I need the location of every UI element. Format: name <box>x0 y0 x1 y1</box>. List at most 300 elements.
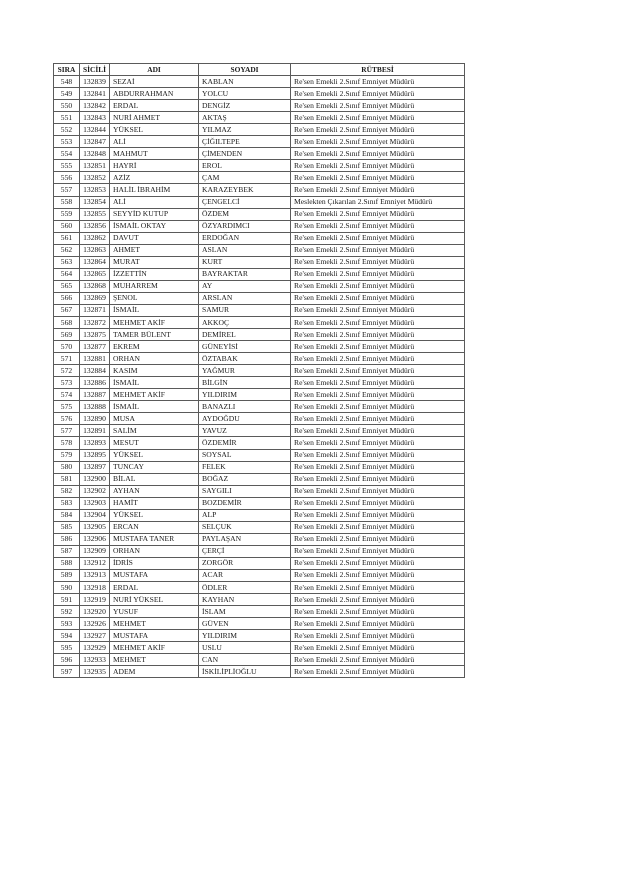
cell-rutbe: Re'sen Emekli 2.Sınıf Emniyet Müdürü <box>291 136 465 148</box>
cell-sicil: 132927 <box>80 630 110 642</box>
cell-soyadi: BOZDEMİR <box>199 497 291 509</box>
cell-sira: 551 <box>54 112 80 124</box>
cell-sicil: 132903 <box>80 497 110 509</box>
cell-sira: 553 <box>54 136 80 148</box>
cell-soyadi: ASLAN <box>199 244 291 256</box>
table-row <box>54 196 465 208</box>
cell-soyadi: AY <box>199 280 291 292</box>
cell-sira: 579 <box>54 449 80 461</box>
cell-sira: 573 <box>54 377 80 389</box>
cell-soyadi: KAYHAN <box>199 594 291 606</box>
table-row <box>54 666 465 678</box>
cell-sira: 555 <box>54 160 80 172</box>
table-row <box>54 76 465 88</box>
cell-rutbe: Re'sen Emekli 2.Sınıf Emniyet Müdürü <box>291 485 465 497</box>
cell-rutbe: Re'sen Emekli 2.Sınıf Emniyet Müdürü <box>291 533 465 545</box>
cell-sicil: 132891 <box>80 425 110 437</box>
cell-soyadi: PAYLAŞAN <box>199 533 291 545</box>
table-row <box>54 365 465 377</box>
cell-rutbe: Re'sen Emekli 2.Sınıf Emniyet Müdürü <box>291 606 465 618</box>
cell-adi: YÜKSEL <box>110 509 199 521</box>
header-adi: ADI <box>110 64 199 76</box>
cell-sira: 595 <box>54 642 80 654</box>
cell-soyadi: İSKİLİPLİOĞLU <box>199 666 291 678</box>
cell-adi: MEHMET AKİF <box>110 642 199 654</box>
cell-rutbe: Re'sen Emekli 2.Sınıf Emniyet Müdürü <box>291 280 465 292</box>
cell-soyadi: ALP <box>199 509 291 521</box>
cell-soyadi: FELEK <box>199 461 291 473</box>
cell-rutbe: Re'sen Emekli 2.Sınıf Emniyet Müdürü <box>291 208 465 220</box>
cell-adi: MUSA <box>110 413 199 425</box>
cell-rutbe: Re'sen Emekli 2.Sınıf Emniyet Müdürü <box>291 642 465 654</box>
cell-rutbe: Re'sen Emekli 2.Sınıf Emniyet Müdürü <box>291 582 465 594</box>
cell-sira: 549 <box>54 88 80 100</box>
cell-sicil: 132852 <box>80 172 110 184</box>
cell-soyadi: YILDIRIM <box>199 389 291 401</box>
cell-sira: 575 <box>54 401 80 413</box>
table-row <box>54 100 465 112</box>
cell-adi: ERCAN <box>110 521 199 533</box>
cell-soyadi: ÇİMENDEN <box>199 148 291 160</box>
cell-adi: İSMAİL OKTAY <box>110 220 199 232</box>
cell-sicil: 132841 <box>80 88 110 100</box>
cell-sira: 559 <box>54 208 80 220</box>
cell-sicil: 132855 <box>80 208 110 220</box>
cell-soyadi: ÖZYARDIMCI <box>199 220 291 232</box>
cell-sira: 572 <box>54 365 80 377</box>
cell-soyadi: BANAZLI <box>199 401 291 413</box>
cell-sira: 594 <box>54 630 80 642</box>
cell-sira: 581 <box>54 473 80 485</box>
table-row <box>54 160 465 172</box>
cell-soyadi: DENGİZ <box>199 100 291 112</box>
cell-soyadi: ÖZTABAK <box>199 353 291 365</box>
table-row <box>54 533 465 545</box>
header-sicil: SİCİLİ <box>80 64 110 76</box>
cell-sicil: 132935 <box>80 666 110 678</box>
cell-sira: 590 <box>54 582 80 594</box>
cell-adi: KASIM <box>110 365 199 377</box>
cell-adi: EKREM <box>110 341 199 353</box>
cell-sicil: 132900 <box>80 473 110 485</box>
cell-soyadi: KURT <box>199 256 291 268</box>
cell-soyadi: KABLAN <box>199 76 291 88</box>
cell-soyadi: ARSLAN <box>199 292 291 304</box>
cell-sira: 589 <box>54 569 80 581</box>
cell-sira: 566 <box>54 292 80 304</box>
cell-rutbe: Re'sen Emekli 2.Sınıf Emniyet Müdürü <box>291 220 465 232</box>
cell-sicil: 132868 <box>80 280 110 292</box>
cell-sicil: 132862 <box>80 232 110 244</box>
cell-rutbe: Re'sen Emekli 2.Sınıf Emniyet Müdürü <box>291 509 465 521</box>
table-row <box>54 232 465 244</box>
table-row <box>54 606 465 618</box>
cell-soyadi: SOYSAL <box>199 449 291 461</box>
cell-sira: 582 <box>54 485 80 497</box>
cell-rutbe: Re'sen Emekli 2.Sınıf Emniyet Müdürü <box>291 353 465 365</box>
cell-rutbe: Re'sen Emekli 2.Sınıf Emniyet Müdürü <box>291 389 465 401</box>
cell-soyadi: BİLGİN <box>199 377 291 389</box>
table-row <box>54 461 465 473</box>
cell-rutbe: Re'sen Emekli 2.Sınıf Emniyet Müdürü <box>291 521 465 533</box>
cell-adi: AYHAN <box>110 485 199 497</box>
cell-adi: İDRİS <box>110 557 199 569</box>
table-row <box>54 304 465 316</box>
cell-soyadi: AKKOÇ <box>199 316 291 328</box>
table-row <box>54 401 465 413</box>
cell-soyadi: YAVUZ <box>199 425 291 437</box>
cell-soyadi: GÜVEN <box>199 618 291 630</box>
cell-rutbe: Re'sen Emekli 2.Sınıf Emniyet Müdürü <box>291 316 465 328</box>
cell-adi: ALİ <box>110 136 199 148</box>
cell-soyadi: ÇERÇİ <box>199 545 291 557</box>
table-row <box>54 497 465 509</box>
cell-sira: 567 <box>54 304 80 316</box>
table-row <box>54 268 465 280</box>
cell-sicil: 132872 <box>80 316 110 328</box>
cell-sira: 563 <box>54 256 80 268</box>
table-row <box>54 136 465 148</box>
cell-adi: HAYRİ <box>110 160 199 172</box>
cell-rutbe: Re'sen Emekli 2.Sınıf Emniyet Müdürü <box>291 437 465 449</box>
table-row <box>54 557 465 569</box>
cell-sicil: 132875 <box>80 329 110 341</box>
cell-soyadi: ACAR <box>199 569 291 581</box>
cell-adi: MUSTAFA <box>110 630 199 642</box>
cell-sira: 564 <box>54 268 80 280</box>
cell-sira: 552 <box>54 124 80 136</box>
table-row <box>54 208 465 220</box>
table-row <box>54 425 465 437</box>
cell-soyadi: BAYRAKTAR <box>199 268 291 280</box>
cell-rutbe: Re'sen Emekli 2.Sınıf Emniyet Müdürü <box>291 401 465 413</box>
cell-sicil: 132864 <box>80 256 110 268</box>
cell-soyadi: YILMAZ <box>199 124 291 136</box>
table-row <box>54 569 465 581</box>
cell-adi: SEZAİ <box>110 76 199 88</box>
cell-sira: 562 <box>54 244 80 256</box>
table-row <box>54 521 465 533</box>
cell-sicil: 132853 <box>80 184 110 196</box>
cell-sicil: 132844 <box>80 124 110 136</box>
table-row <box>54 485 465 497</box>
cell-sira: 550 <box>54 100 80 112</box>
cell-adi: TUNCAY <box>110 461 199 473</box>
cell-soyadi: YOLCU <box>199 88 291 100</box>
cell-adi: İZZETTİN <box>110 268 199 280</box>
cell-sira: 574 <box>54 389 80 401</box>
cell-rutbe: Re'sen Emekli 2.Sınıf Emniyet Müdürü <box>291 497 465 509</box>
cell-sicil: 132842 <box>80 100 110 112</box>
cell-rutbe: Re'sen Emekli 2.Sınıf Emniyet Müdürü <box>291 473 465 485</box>
cell-sira: 576 <box>54 413 80 425</box>
cell-rutbe: Re'sen Emekli 2.Sınıf Emniyet Müdürü <box>291 341 465 353</box>
cell-sira: 560 <box>54 220 80 232</box>
cell-sira: 597 <box>54 666 80 678</box>
cell-sira: 577 <box>54 425 80 437</box>
cell-sicil: 132897 <box>80 461 110 473</box>
cell-soyadi: SELÇUK <box>199 521 291 533</box>
cell-sira: 580 <box>54 461 80 473</box>
cell-soyadi: SAMUR <box>199 304 291 316</box>
table-row <box>54 220 465 232</box>
cell-sicil: 132854 <box>80 196 110 208</box>
cell-soyadi: ÇAM <box>199 172 291 184</box>
cell-adi: MEHMET <box>110 618 199 630</box>
table-row <box>54 172 465 184</box>
cell-soyadi: ÖZDEM <box>199 208 291 220</box>
cell-adi: MUSTAFA <box>110 569 199 581</box>
cell-soyadi: YILDIRIM <box>199 630 291 642</box>
cell-soyadi: ÇİĞILTEPE <box>199 136 291 148</box>
cell-soyadi: ERDOĞAN <box>199 232 291 244</box>
cell-sira: 569 <box>54 329 80 341</box>
table-header-row <box>54 64 465 76</box>
cell-sicil: 132929 <box>80 642 110 654</box>
cell-rutbe: Re'sen Emekli 2.Sınıf Emniyet Müdürü <box>291 413 465 425</box>
cell-sicil: 132906 <box>80 533 110 545</box>
cell-adi: HALİL İBRAHİM <box>110 184 199 196</box>
cell-sicil: 132881 <box>80 353 110 365</box>
cell-sira: 565 <box>54 280 80 292</box>
cell-adi: MEHMET AKİF <box>110 316 199 328</box>
cell-adi: İSMAİL <box>110 401 199 413</box>
cell-sira: 584 <box>54 509 80 521</box>
cell-sicil: 132869 <box>80 292 110 304</box>
cell-sicil: 132856 <box>80 220 110 232</box>
table-row <box>54 594 465 606</box>
cell-sicil: 132904 <box>80 509 110 521</box>
table-row <box>54 316 465 328</box>
cell-sira: 557 <box>54 184 80 196</box>
cell-adi: ADEM <box>110 666 199 678</box>
cell-sira: 556 <box>54 172 80 184</box>
cell-rutbe: Re'sen Emekli 2.Sınıf Emniyet Müdürü <box>291 256 465 268</box>
cell-rutbe: Re'sen Emekli 2.Sınıf Emniyet Müdürü <box>291 365 465 377</box>
cell-sicil: 132920 <box>80 606 110 618</box>
table-row <box>54 124 465 136</box>
cell-rutbe: Re'sen Emekli 2.Sınıf Emniyet Müdürü <box>291 292 465 304</box>
table-row <box>54 642 465 654</box>
cell-sicil: 132902 <box>80 485 110 497</box>
cell-sira: 593 <box>54 618 80 630</box>
cell-adi: MUSTAFA TANER <box>110 533 199 545</box>
cell-sicil: 132847 <box>80 136 110 148</box>
cell-adi: NURİ AHMET <box>110 112 199 124</box>
cell-adi: YÜKSEL <box>110 124 199 136</box>
cell-soyadi: SAYGILI <box>199 485 291 497</box>
cell-rutbe: Re'sen Emekli 2.Sınıf Emniyet Müdürü <box>291 304 465 316</box>
table-row <box>54 618 465 630</box>
cell-sira: 585 <box>54 521 80 533</box>
table-row <box>54 341 465 353</box>
cell-rutbe: Re'sen Emekli 2.Sınıf Emniyet Müdürü <box>291 461 465 473</box>
cell-adi: AZİZ <box>110 172 199 184</box>
cell-sira: 568 <box>54 316 80 328</box>
cell-rutbe: Re'sen Emekli 2.Sınıf Emniyet Müdürü <box>291 425 465 437</box>
cell-rutbe: Re'sen Emekli 2.Sınıf Emniyet Müdürü <box>291 76 465 88</box>
cell-soyadi: EROL <box>199 160 291 172</box>
header-rutbe: RÜTBESİ <box>291 64 465 76</box>
cell-rutbe: Re'sen Emekli 2.Sınıf Emniyet Müdürü <box>291 377 465 389</box>
cell-sicil: 132909 <box>80 545 110 557</box>
table-row <box>54 582 465 594</box>
cell-soyadi: CAN <box>199 654 291 666</box>
cell-sira: 578 <box>54 437 80 449</box>
table-row <box>54 184 465 196</box>
cell-sicil: 132933 <box>80 654 110 666</box>
cell-sicil: 132895 <box>80 449 110 461</box>
cell-adi: ORHAN <box>110 545 199 557</box>
cell-sira: 583 <box>54 497 80 509</box>
cell-rutbe: Re'sen Emekli 2.Sınıf Emniyet Müdürü <box>291 172 465 184</box>
cell-soyadi: BOĞAZ <box>199 473 291 485</box>
cell-adi: ERDAL <box>110 100 199 112</box>
table-row <box>54 329 465 341</box>
cell-rutbe: Re'sen Emekli 2.Sınıf Emniyet Müdürü <box>291 100 465 112</box>
cell-adi: NURİ YÜKSEL <box>110 594 199 606</box>
cell-adi: ALİ <box>110 196 199 208</box>
cell-adi: ŞENOL <box>110 292 199 304</box>
cell-sicil: 132887 <box>80 389 110 401</box>
table-row <box>54 437 465 449</box>
cell-sicil: 132863 <box>80 244 110 256</box>
cell-sira: 591 <box>54 594 80 606</box>
cell-soyadi: ZORGÖR <box>199 557 291 569</box>
cell-soyadi: GÜNEYİSİ <box>199 341 291 353</box>
cell-adi: MURAT <box>110 256 199 268</box>
cell-sira: 586 <box>54 533 80 545</box>
cell-sicil: 132843 <box>80 112 110 124</box>
cell-sicil: 132848 <box>80 148 110 160</box>
cell-rutbe: Re'sen Emekli 2.Sınıf Emniyet Müdürü <box>291 618 465 630</box>
table-row <box>54 256 465 268</box>
table-row <box>54 280 465 292</box>
table-row <box>54 353 465 365</box>
cell-adi: SALİM <box>110 425 199 437</box>
table-row <box>54 292 465 304</box>
cell-soyadi: AKTAŞ <box>199 112 291 124</box>
cell-adi: ABDURRAHMAN <box>110 88 199 100</box>
cell-rutbe: Re'sen Emekli 2.Sınıf Emniyet Müdürü <box>291 630 465 642</box>
cell-rutbe: Re'sen Emekli 2.Sınıf Emniyet Müdürü <box>291 184 465 196</box>
cell-rutbe: Re'sen Emekli 2.Sınıf Emniyet Müdürü <box>291 112 465 124</box>
cell-adi: SEYYİD KUTUP <box>110 208 199 220</box>
cell-sicil: 132912 <box>80 557 110 569</box>
table-row <box>54 377 465 389</box>
cell-sira: 570 <box>54 341 80 353</box>
cell-sira: 558 <box>54 196 80 208</box>
cell-soyadi: YAĞMUR <box>199 365 291 377</box>
cell-sira: 596 <box>54 654 80 666</box>
cell-adi: TAMER BÜLENT <box>110 329 199 341</box>
cell-sicil: 132905 <box>80 521 110 533</box>
cell-rutbe: Re'sen Emekli 2.Sınıf Emniyet Müdürü <box>291 88 465 100</box>
cell-adi: MESUT <box>110 437 199 449</box>
cell-adi: BİLAL <box>110 473 199 485</box>
cell-sira: 554 <box>54 148 80 160</box>
cell-sira: 592 <box>54 606 80 618</box>
cell-rutbe: Re'sen Emekli 2.Sınıf Emniyet Müdürü <box>291 654 465 666</box>
cell-adi: MEHMET AKİF <box>110 389 199 401</box>
table-row <box>54 630 465 642</box>
cell-soyadi: KARAZEYBEK <box>199 184 291 196</box>
cell-sicil: 132913 <box>80 569 110 581</box>
cell-sira: 587 <box>54 545 80 557</box>
cell-rutbe: Re'sen Emekli 2.Sınıf Emniyet Müdürü <box>291 232 465 244</box>
cell-sicil: 132886 <box>80 377 110 389</box>
cell-sicil: 132890 <box>80 413 110 425</box>
table-row <box>54 389 465 401</box>
cell-adi: İSMAİL <box>110 304 199 316</box>
cell-sicil: 132839 <box>80 76 110 88</box>
cell-sicil: 132888 <box>80 401 110 413</box>
cell-adi: YUSUF <box>110 606 199 618</box>
cell-rutbe: Re'sen Emekli 2.Sınıf Emniyet Müdürü <box>291 594 465 606</box>
cell-soyadi: ÖDLER <box>199 582 291 594</box>
table-row <box>54 545 465 557</box>
cell-rutbe: Re'sen Emekli 2.Sınıf Emniyet Müdürü <box>291 268 465 280</box>
table-row <box>54 88 465 100</box>
header-sira: SIRA <box>54 64 80 76</box>
table-row <box>54 413 465 425</box>
cell-sicil: 132871 <box>80 304 110 316</box>
table-row <box>54 473 465 485</box>
cell-rutbe: Meslekten Çıkarılan 2.Sınıf Emniyet Müdürü <box>291 196 465 208</box>
cell-sira: 571 <box>54 353 80 365</box>
cell-adi: DAVUT <box>110 232 199 244</box>
table-row <box>54 654 465 666</box>
cell-sicil: 132893 <box>80 437 110 449</box>
table-row <box>54 449 465 461</box>
cell-adi: İSMAİL <box>110 377 199 389</box>
cell-rutbe: Re'sen Emekli 2.Sınıf Emniyet Müdürü <box>291 545 465 557</box>
header-soyadi: SOYADI <box>199 64 291 76</box>
cell-adi: YÜKSEL <box>110 449 199 461</box>
cell-adi: ORHAN <box>110 353 199 365</box>
personnel-table <box>53 63 465 678</box>
cell-soyadi: ÇENGELCİ <box>199 196 291 208</box>
cell-rutbe: Re'sen Emekli 2.Sınıf Emniyet Müdürü <box>291 124 465 136</box>
cell-soyadi: ÖZDEMİR <box>199 437 291 449</box>
table-row <box>54 509 465 521</box>
cell-rutbe: Re'sen Emekli 2.Sınıf Emniyet Müdürü <box>291 569 465 581</box>
cell-sicil: 132918 <box>80 582 110 594</box>
cell-rutbe: Re'sen Emekli 2.Sınıf Emniyet Müdürü <box>291 244 465 256</box>
cell-rutbe: Re'sen Emekli 2.Sınıf Emniyet Müdürü <box>291 557 465 569</box>
table-row <box>54 112 465 124</box>
cell-soyadi: USLU <box>199 642 291 654</box>
cell-sicil: 132926 <box>80 618 110 630</box>
cell-sicil: 132851 <box>80 160 110 172</box>
cell-soyadi: İSLAM <box>199 606 291 618</box>
cell-sira: 588 <box>54 557 80 569</box>
cell-adi: HAMİT <box>110 497 199 509</box>
cell-rutbe: Re'sen Emekli 2.Sınıf Emniyet Müdürü <box>291 148 465 160</box>
cell-sicil: 132865 <box>80 268 110 280</box>
cell-sira: 548 <box>54 76 80 88</box>
table-row <box>54 148 465 160</box>
cell-adi: AHMET <box>110 244 199 256</box>
table-row <box>54 244 465 256</box>
cell-adi: MEHMET <box>110 654 199 666</box>
cell-adi: MUHARREM <box>110 280 199 292</box>
cell-rutbe: Re'sen Emekli 2.Sınıf Emniyet Müdürü <box>291 160 465 172</box>
cell-sicil: 132877 <box>80 341 110 353</box>
cell-adi: MAHMUT <box>110 148 199 160</box>
cell-sira: 561 <box>54 232 80 244</box>
cell-rutbe: Re'sen Emekli 2.Sınıf Emniyet Müdürü <box>291 329 465 341</box>
